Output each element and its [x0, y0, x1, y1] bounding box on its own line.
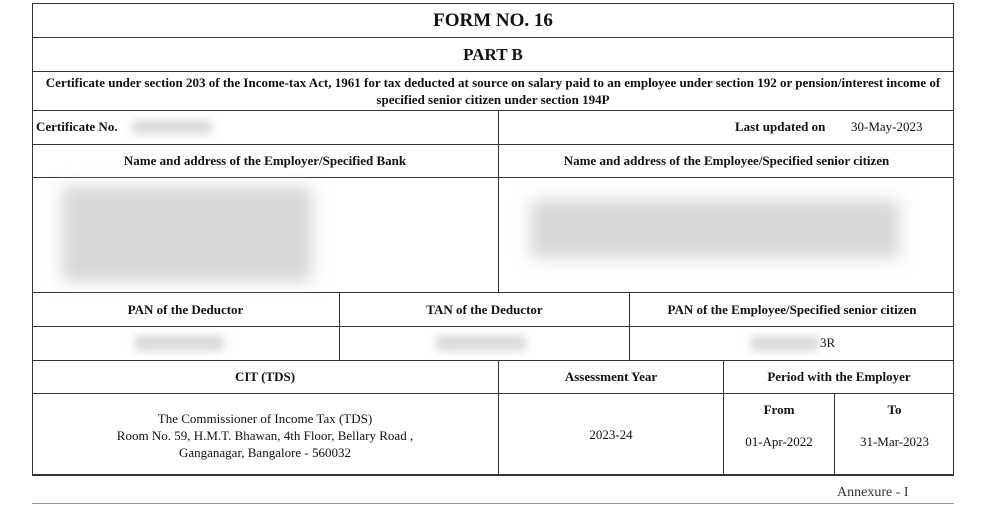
divider	[32, 393, 954, 394]
part-title: PART B	[463, 44, 523, 64]
assessment-year-header: Assessment Year	[564, 369, 658, 384]
pan-deductor-label: PAN of the Deductor	[127, 301, 244, 317]
certificate-description: Certificate under section 203 of the Income-tax Act, 1961 for tax deducted at source on salary paid to an employee under section 192 or pension/interest income of specified senior citizen under section 194P	[45, 75, 941, 107]
pan-employee-redacted	[750, 336, 820, 351]
annexure-label: Annexure - I	[837, 485, 909, 500]
employer-address-redacted	[62, 186, 312, 282]
divider	[498, 110, 499, 292]
pan-deductor-redacted	[134, 335, 224, 351]
cit-line-1: The Commissioner of Income Tax (TDS)	[157, 411, 373, 426]
employee-address-redacted	[530, 200, 900, 258]
divider	[32, 326, 954, 327]
employer-header: Name and address of the Employer/Specified Bank	[123, 153, 407, 168]
certificate-no-label: Certificate No.	[36, 119, 118, 134]
period-header: Period with the Employer	[767, 369, 911, 384]
period-to-value: 31-Mar-2023	[859, 434, 930, 449]
period-to-label: To	[887, 402, 902, 417]
page-bottom-rule	[32, 503, 954, 504]
cit-address	[32, 410, 498, 461]
divider	[32, 475, 954, 476]
cit-line-3: Ganganagar, Bangalore - 560032	[178, 445, 352, 460]
period-from-value: 01-Apr-2022	[745, 434, 813, 449]
cit-line-2: Room No. 59, H.M.T. Bhawan, 4th Floor, Bellary Road ,	[116, 428, 414, 443]
period-from-label: From	[763, 402, 795, 417]
form-title: FORM NO. 16	[433, 9, 553, 31]
last-updated-label: Last updated on	[735, 119, 826, 134]
pan-employee-suffix: 3R	[820, 335, 836, 350]
tan-deductor-label: TAN of the Deductor	[426, 301, 543, 317]
pan-employee-label: PAN of the Employee/Specified senior citizen	[667, 301, 917, 317]
divider	[32, 177, 954, 178]
employee-header: Name and address of the Employee/Specified senior citizen	[563, 153, 890, 168]
tan-deductor-redacted	[436, 335, 526, 351]
cit-header: CIT (TDS)	[234, 369, 296, 384]
assessment-year-value: 2023-24	[589, 426, 633, 442]
certificate-no-redacted	[132, 120, 212, 134]
last-updated-value: 30-May-2023	[851, 119, 923, 134]
